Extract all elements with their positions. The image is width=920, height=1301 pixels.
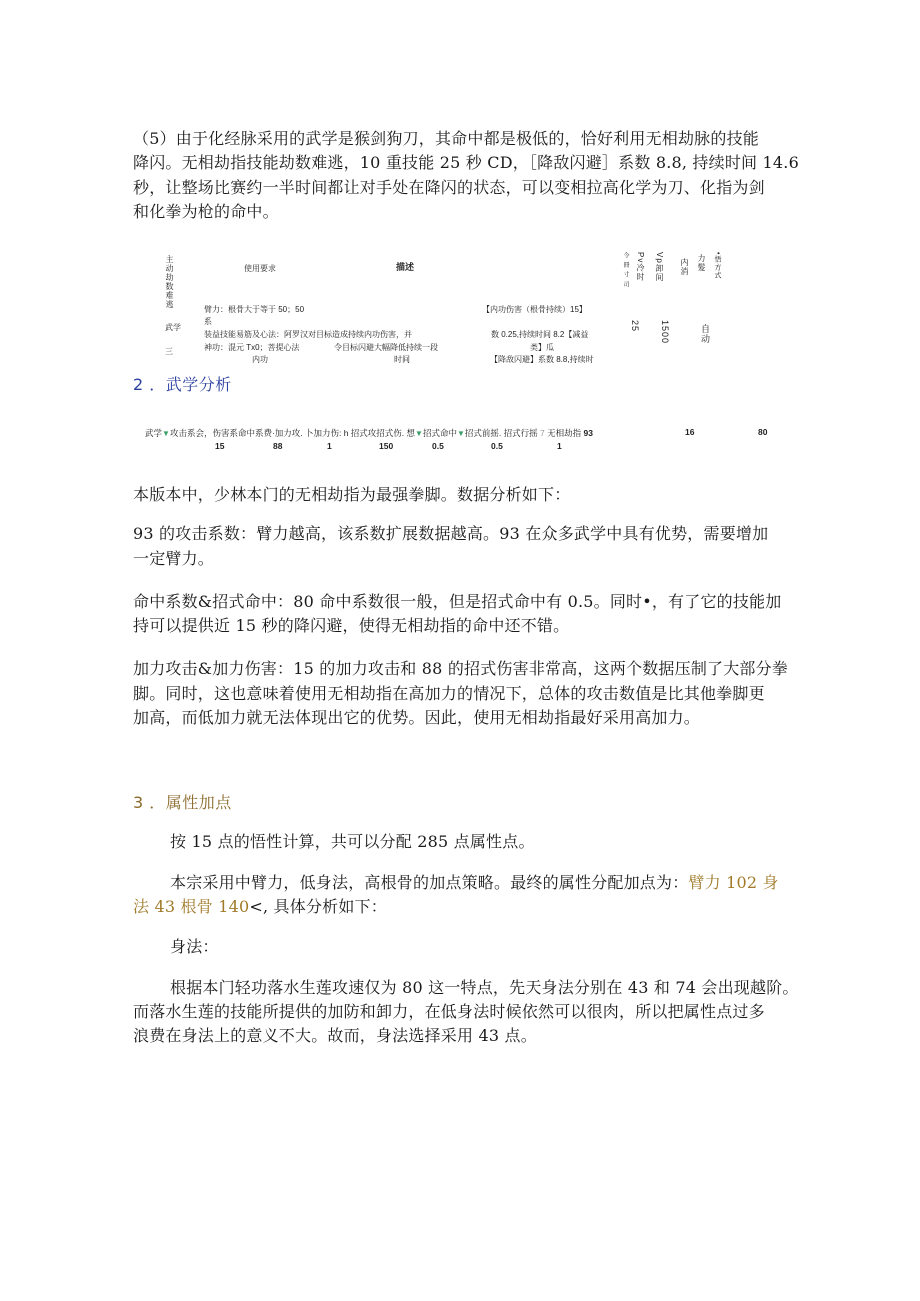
para-9-line-3: 浪费在身法上的意义不大。故而，身法选择采用 43 点。 [133,1026,537,1045]
description-line-5: 时间 [394,355,410,364]
col-header-cooldown: Pv冷时 [636,252,645,282]
para-3-line-1: 93 的攻击系数：臂力越高，该系数扩展数据越高。93 在众多武学中具有优势，需要增加 [133,524,769,543]
para-9-line-2: 而落水生莲的技能所提供的加防和卸力，在低身法时候依然可以很肉，所以把属性点过多 [133,1002,765,1021]
para-3-line-2: 一定臂力。 [133,549,215,568]
usage-line-5: 内功 [252,355,268,364]
col-header-release: Vp卸间 [655,252,664,282]
para-7-line-1-text: 本宗采用中臂力，低身法，高根骨的加点策略。最终的属性分配加点为： [170,873,689,892]
stats-value-sixteen: 16 [685,427,695,437]
stats-value-3: 150 [379,441,394,451]
stats-header-prefix: 武学 [145,428,163,438]
para-1-line-4: 和化拳为枪的命中。 [133,202,279,221]
stats-header-row [145,427,593,439]
para-1-line-1: （5）由于化经脉采用的武学是猴剑狗刀，其命中都是极低的，恰好利用无相劫脉的技能 [133,129,759,148]
para-8: 身法： [170,937,219,956]
stats-table [145,425,795,455]
enlighten-value: 自动 [700,324,710,344]
para-6: 按 15 点的悟性计算，共可以分配 285 点属性点。 [170,832,535,851]
para-2: 本版本中，少林本门的无相劫指为最强拳脚。数据分析如下： [133,485,571,504]
para-5-line-1: 加力攻击&加力伤害：15 的加力攻击和 88 的招式伤害非常高，这两个数据压制了大部分拳 [133,659,789,678]
stats-header-tail2: 无相劫指 [547,428,582,438]
usage-line-2: 系 [204,317,212,326]
row-label-wu: 武学 [165,323,181,332]
para-7-highlight-2: 法 43 根骨 140 [133,897,250,916]
col-header-force: 力髮 [697,254,706,272]
heading-attribute-points: 3 ．属性加点 [133,793,232,812]
para-4-line-2: 持可以提供近 15 秒的降闪避，使得无相劫指的命中还不错。 [133,616,570,635]
stats-value-5: 0.5 [491,441,503,451]
para-9-line-1: 根据本门轻功落水生莲攻速仅为 80 这一特点，先天身法分别在 43 和 74 会出现越阶。 [170,978,799,997]
para-5-line-3: 加高，而低加力就无法体现出它的优势。因此，使用无相劫指最好采用高加力。 [133,708,701,727]
triangle-icon: ▼ [162,429,170,438]
stats-header-tail1: 招式前摇. 招式行摇 [464,428,538,438]
stats-value-2: 1 [327,441,332,451]
cooldown-value: 25 [630,320,640,333]
para-7-line-2 [133,895,387,919]
effect-line-5: 【降敌闪避】系数 8.8,持续时 [490,355,594,364]
para-1-line-3: 秒，让整场比赛约一半时间都让对手处在降闪的状态，可以变相拉高化学为刀、化指为剑 [133,178,765,197]
description-line-4: 令目标闪避大幅降低持续一段 [334,343,438,352]
para-7-line-1 [170,871,779,895]
row-header-vertical: 主动劫数难逃 [165,255,174,309]
heading-martial-analysis: 2 ．武学分析 [133,375,232,394]
para-7-highlight-1: 臂力 102 身 [688,873,779,892]
para-5-line-2: 脚。同时，这也意味着使用无相劫指在高加力的情况下，总体的攻击数值是比其他拳脚更 [133,684,765,703]
effect-line-3: 数 0.25,持续时间 8.2【减益 [491,330,589,339]
para-1-line-2: 降闪。无相劫指技能劫数难逃，10 重技能 25 秒 CD，［降敌闪避］系数 8.8, 持续时间 14.6 [133,153,799,172]
stats-value-0: 15 [215,441,225,451]
stats-attack-value: 93 [583,428,593,438]
release-value: 1500 [660,320,670,345]
col-header-neixiao: 内消 [680,258,689,276]
effect-line-4: 类】瓜 [530,343,554,352]
col-header-usage: 使用要求 [244,264,276,273]
col-header-description: 描述 [396,262,415,272]
stats-value-6: 1 [557,441,562,451]
usage-line-1: 臂力：根骨大于等于 50；50 [204,305,305,314]
stats-header-hit: 招式命中 [422,428,457,438]
stats-value-hitcoef: 80 [758,427,768,437]
col-header-cooldown-unit: 令 冊 寸 司 [622,252,628,289]
usage-line-3: 装益技能易筋及心法：阿罗汉对目标造成持续内功伤害，并 [204,330,412,339]
stats-value-4: 0.5 [432,441,444,451]
stats-header-seven: 7 [540,428,545,438]
stats-value-1: 88 [273,441,283,451]
triangle-icon: ▼ [415,429,423,438]
para-7-line-2-text: <, 具体分析如下： [249,897,387,916]
row-label-san: 三 [165,347,173,356]
effect-line-1: 【内功伤害（根骨持续）15】 [482,305,587,314]
para-4-line-1: 命中系数&招式命中：80 命中系数很一般，但是招式命中有 0.5。同时•，有了它的技能加 [133,592,782,611]
usage-line-4: 神功：混元 Tx0；菩提心法 [204,343,300,352]
col-header-enlighten: •悟方式 [714,252,721,280]
stats-header-mid: 攻击系会，伤害系命中系费·加力攻. 卜加力伤: h 招式攻招式伤. 想 [169,428,416,438]
skill-table [160,250,740,370]
triangle-icon: ▼ [456,429,465,438]
